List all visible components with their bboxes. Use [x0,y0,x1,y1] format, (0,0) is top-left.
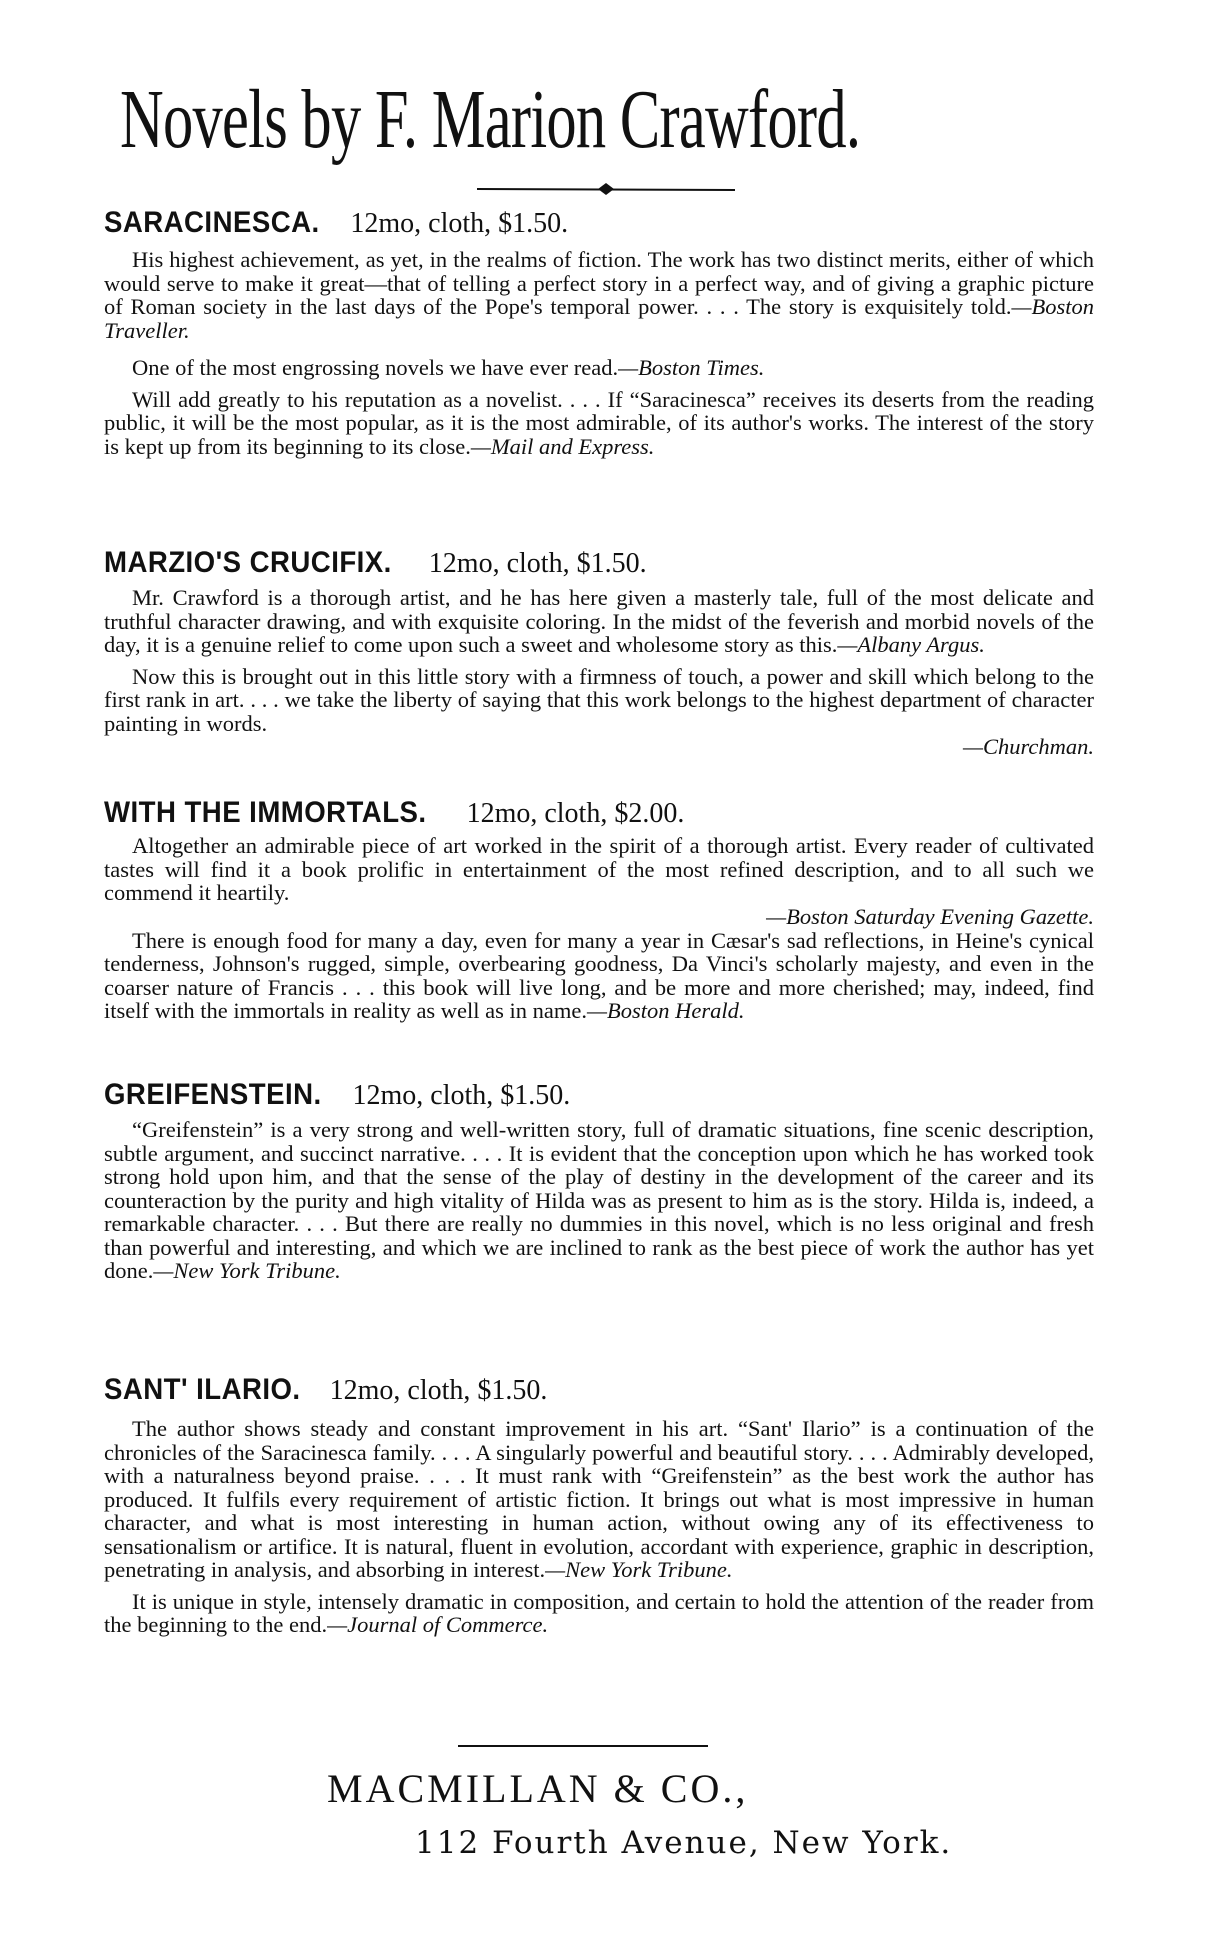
divider-rule [458,1745,708,1747]
review-text: One of the most engrossing novels we have ever read. [132,355,619,380]
book-title: WITH THE IMMORTALS. [104,796,427,829]
book-entry-saracinesca [104,208,1094,458]
book-price: 12mo, cloth, $2.00. [466,798,685,829]
review-text: The author shows steady and constant improvement in his art. “Sant' Ilario” is a continuation of the chronicles of the Saracinesca family. . . . A singularly powerful and beautiful story. . . . Admirably developed, with a naturalness beyond praise. . . . It must rank with “Greifenstein” as the best work the author has produced. It fulfils every requirement of artistic fiction. It brings out what is most impressive in human character, and what is most interesting in human action, without owing any of its effectiveness to sensationalism or artifice. It is natural, fluent in evolution, accordant with experience, graphic in description, penetrating in analysis, and absorbing in interest. [104,1416,1094,1582]
book-title: MARZIO'S CRUCIFIX. [104,546,392,579]
review-text: Altogether an admirable piece of art worked in the spirit of a thorough artist. Every reader of cultivated tastes will find it a book prolific in entertainment of the most refined description, and to all such we commend it heartily. [104,833,1094,905]
book-heading [104,798,1094,828]
review [104,388,1094,459]
review [104,929,1094,1023]
review [104,356,1094,380]
book-entry-marzios-crucifix [104,548,1094,759]
publisher-address: 112 Fourth Avenue, New York. [415,1825,953,1861]
book-title: SANT' ILARIO. [104,1373,301,1406]
book-price: 12mo, cloth, $1.50. [352,1080,571,1111]
book-entry-sant-ilario [104,1375,1094,1637]
review-source: —Albany Argus. [837,632,985,657]
review-text: His highest achievement, as yet, in the realms of fiction. The work has two distinct merits, either of which would serve to make it great—that of telling a perfect story in a perfect way, and of giving a graphic picture of Roman society in the last days of the Pope's temporal power. . . . The story is exquisitely told. [104,247,1094,319]
book-heading [104,548,1094,578]
review [104,586,1094,657]
review [104,1118,1094,1283]
book-entry-greifenstein [104,1080,1094,1283]
review-source: —New York Tribune. [545,1557,733,1582]
review-text: There is enough food for many a day, even for many a year in Cæsar's sad reflections, in Heine's cynical tenderness, Johnson's rugged, simple, overbearing goodness, Da Vinci's scholarly majesty, and even in the coarser nature of Francis . . . this book will live long, and be more and more cherished; may, indeed, find itself with the immortals in reality as well as in name. [104,927,1094,1023]
book-heading [104,208,1094,238]
book-price: 12mo, cloth, $1.50. [350,208,569,239]
book-title: SARACINESCA. [104,206,320,239]
review-text: Will add greatly to his reputation as a novelist. . . . If “Saracinesca” receives its deserts from the reading public, it will be the most popular, as it is the most admirable, of its author's works. The interest of the story is kept up from its beginning to its close. [104,386,1094,459]
book-entry-with-the-immortals [104,798,1094,1023]
page-title: Novels by F. Marion Crawford. [120,73,861,166]
review-text: Now this is brought out in this little story with a firmness of touch, a power and skill which belong to the first rank in art. . . . we take the liberty of saying that this work belongs to the highest department of character painting in words. [104,663,1094,736]
review-attribution: —Churchman. [962,734,1094,759]
review [104,834,1094,905]
review-attribution: —Boston Saturday Evening Gazette. [766,903,1094,929]
review [104,1417,1094,1582]
review-source: —New York Tribune. [153,1258,341,1283]
review [104,665,1094,736]
book-price: 12mo, cloth, $1.50. [329,1375,548,1406]
book-heading [104,1080,1094,1110]
review [104,1590,1094,1637]
review-source: —Boston Traveller. [104,294,1094,343]
review-source: —Journal of Commerce. [327,1612,549,1637]
review-source: —Mail and Express. [470,433,655,459]
review-source: —Boston Times. [618,355,765,380]
book-price: 12mo, cloth, $1.50. [428,548,647,579]
review-text: “Greifenstein” is a very strong and well-written story, full of dramatic situations, fine scenic description, subtle argument, and succinct narrative. . . . It is evident that the conception upon which he has worked took strong hold upon him, and that the sense of the play of destiny in the development of the career and its counteraction by the purity and high vitality of Hilda was as present to him as is the story. Hilda is, indeed, a remarkable character. . . . But there are really no dummies in this novel, which is no less original and fresh than powerful and interesting, and which we are inclined to rank as the best piece of work the author has yet done. [104,1117,1094,1283]
review-text: Mr. Crawford is a thorough artist, and he has here given a masterly tale, full of the most delicate and truthful character drawing, and with exquisite coloring. In the midst of the feverish and morbid novels of the day, it is a genuine relief to come upon such a sweet and wholesome story as this. [104,585,1094,657]
book-title: GREIFENSTEIN. [104,1078,322,1111]
publisher-name: MACMILLAN & CO., [327,1766,749,1811]
review [104,248,1094,342]
diamond-rule-ornament [477,182,735,196]
review-text: It is unique in style, intensely dramatic in composition, and certain to hold the attention of the reader from the beginning to the end. [104,1588,1094,1637]
review-source: —Boston Herald. [587,998,745,1023]
book-heading [104,1375,1094,1405]
